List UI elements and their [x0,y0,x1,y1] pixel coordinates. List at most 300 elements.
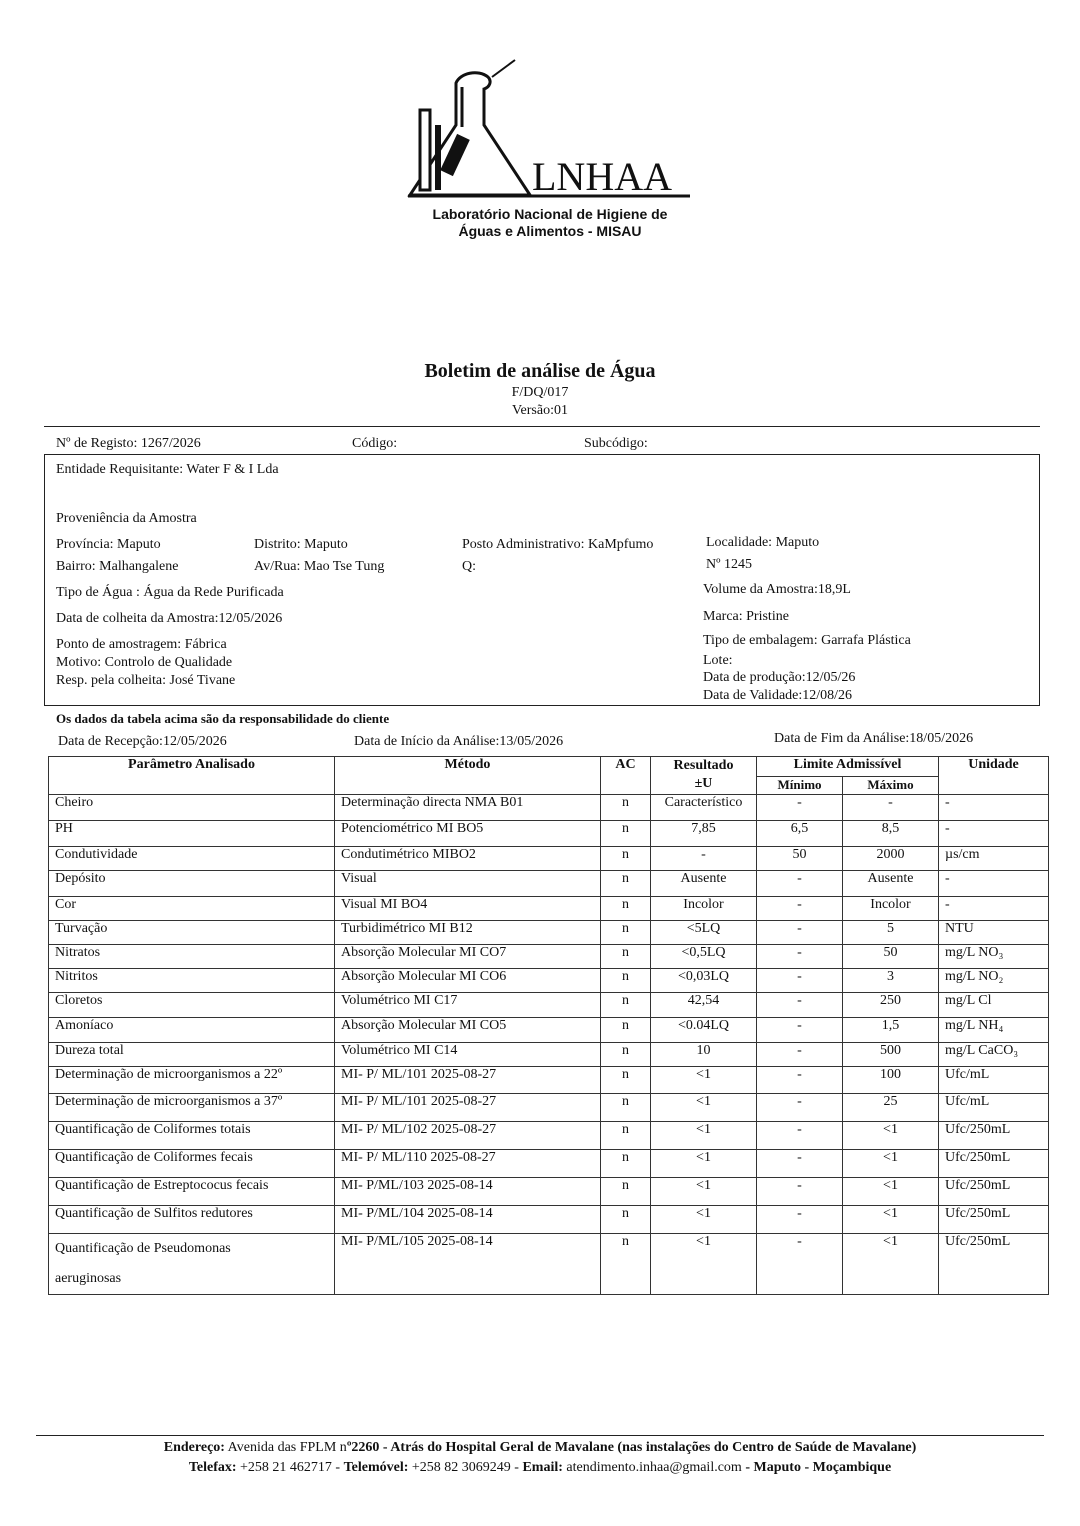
cell-parametro [49,921,335,945]
cell-parametro [49,1234,335,1295]
cell-maximo-text: 100 [880,1067,901,1082]
cell-resultado-text: Característico [664,795,743,810]
cell-minimo-text: - [797,1043,802,1058]
cell-resultado-text: 42,54 [687,993,720,1008]
header-metodo: Método [335,757,601,795]
cell-parametro [49,871,335,897]
cell-parametro [49,945,335,969]
cell-unidade [939,795,1049,821]
cell-unidade [939,821,1049,847]
cell-ac [601,1234,651,1295]
data-fim-analise: Data de Fim da Análise:18/05/2026 [774,731,974,746]
cell-unidade-text: mg/L NO₂ [945,969,1004,984]
cell-metodo-text: MI- P/ ML/101 2025-08-27 [341,1067,497,1082]
cell-minimo-text: 50 [792,847,807,862]
footer-location: - Maputo - Moçambique [741,1460,892,1475]
cell-resultado-text: <0,03LQ [677,969,730,984]
cell-unidade-text: mg/L NO₃ [945,945,1004,960]
cell-resultado-text: <0,5LQ [681,945,726,960]
footer-telefax-label: Telefax: [188,1460,237,1475]
table-row [49,1234,1049,1295]
header-maximo: Máximo [843,777,939,795]
cell-minimo [757,921,843,945]
cell-metodo-text: Turbidimétrico MI B12 [341,921,473,936]
header-limite-admissivel: Limite Admissível [757,757,939,777]
header-resultado-label: Resultado [673,758,734,773]
header-resultado [651,757,757,795]
cell-metodo-text: Condutimétrico MIBO2 [341,847,476,862]
cell-unidade-text: mg/L CaCO₃ [945,1043,1019,1058]
cell-maximo-text: 1,5 [881,1018,900,1033]
cell-metodo [335,821,601,847]
cell-resultado [651,1150,757,1178]
cell-maximo [843,847,939,871]
cell-parametro [49,795,335,821]
lab-name-line1: Laboratório Nacional de Higiene de [432,206,668,222]
cell-minimo [757,969,843,993]
cell-maximo [843,1178,939,1206]
cell-ac [601,945,651,969]
cell-unidade-text: mg/L NH₄ [945,1018,1004,1033]
cell-parametro [49,1150,335,1178]
cell-minimo [757,993,843,1018]
cell-metodo [335,1206,601,1234]
cell-metodo [335,1067,601,1094]
cell-maximo-text: 5 [887,921,894,936]
cell-unidade [939,1043,1049,1067]
footer-contacts [40,1460,1040,1476]
cell-metodo [335,993,601,1018]
cell-ac [601,1150,651,1178]
cell-ac-text: n [622,1150,629,1165]
cell-unidade-text: mg/L Cl [945,993,992,1008]
cell-parametro-text: Amoníaco [55,1018,114,1033]
cell-minimo [757,945,843,969]
cell-unidade [939,993,1049,1018]
cell-unidade [939,1067,1049,1094]
cell-resultado-text: <0.04LQ [677,1018,730,1033]
cell-metodo-text: Absorção Molecular MI CO5 [341,1018,507,1033]
cell-unidade-text: Ufc/250mL [945,1122,1011,1137]
codigo-label: Código: [352,436,398,451]
lote: Lote: [703,653,733,668]
cell-ac [601,1178,651,1206]
cell-parametro [49,993,335,1018]
cell-ac-text: n [622,945,629,960]
cell-ac [601,795,651,821]
cell-metodo-text: Visual [341,871,377,886]
cell-resultado-text: <5LQ [686,921,721,936]
cell-maximo [843,821,939,847]
cell-resultado [651,969,757,993]
table-row [49,1043,1049,1067]
cell-maximo [843,1234,939,1295]
cell-maximo [843,993,939,1018]
cell-maximo [843,1122,939,1150]
cell-metodo [335,1150,601,1178]
cell-minimo [757,847,843,871]
footer-divider [36,1435,1044,1436]
cell-resultado-text: <1 [696,1150,711,1165]
cell-unidade-text: - [945,897,950,912]
cell-resultado [651,1094,757,1122]
cell-parametro-text: Depósito [55,871,106,886]
cell-metodo-text: MI- P/ML/103 2025-08-14 [341,1178,493,1193]
cell-parametro [49,1043,335,1067]
entidade-requisitante: Entidade Requisitante: Water F & I Lda [56,462,279,477]
cell-resultado-text: Ausente [680,871,727,886]
cell-parametro [49,1094,335,1122]
cell-minimo [757,1122,843,1150]
ponto-amostragem: Ponto de amostragem: Fábrica [56,637,227,652]
header-unidade: Unidade [939,757,1049,795]
table-row [49,1122,1049,1150]
cell-maximo [843,945,939,969]
cell-maximo-text: 500 [880,1043,901,1058]
cell-ac [601,847,651,871]
cell-resultado-text: 10 [696,1043,711,1058]
cell-metodo [335,945,601,969]
cell-metodo-text: Absorção Molecular MI CO6 [341,969,507,984]
cell-parametro-text: PH [55,821,73,836]
document-code: F/DQ/017 [511,385,569,400]
results-table [48,756,1049,1295]
cell-parametro [49,1018,335,1043]
cell-ac [601,969,651,993]
cell-ac [601,1122,651,1150]
cell-maximo-text: <1 [883,1206,898,1221]
cell-unidade [939,1178,1049,1206]
cell-metodo [335,921,601,945]
cell-parametro [49,1178,335,1206]
cell-metodo-text: Visual MI BO4 [341,897,428,912]
data-producao: Data de produção:12/05/26 [703,670,856,685]
cell-ac-text: n [622,1234,629,1249]
table-row [49,921,1049,945]
footer-email[interactable]: atendimento.inhaa@gmail.com [562,1460,742,1475]
cell-ac-text: n [622,1094,629,1109]
cell-ac-text: n [622,993,629,1008]
header-parametro: Parâmetro Analisado [49,757,335,795]
cell-unidade-text: - [945,871,950,886]
cell-ac-text: n [622,1067,629,1082]
cell-parametro [49,847,335,871]
cell-resultado [651,1122,757,1150]
document-version: Versão:01 [512,403,568,418]
cell-minimo [757,1067,843,1094]
table-row [49,1178,1049,1206]
cell-ac [601,1094,651,1122]
cell-maximo [843,921,939,945]
client-responsibility-notice: Os dados da tabela acima são da responsabilidade do cliente [56,711,390,726]
cell-ac [601,897,651,921]
cell-maximo-text: <1 [883,1122,898,1137]
cell-parametro-text: Cloretos [55,993,103,1008]
cell-ac-text: n [622,795,629,810]
cell-unidade [939,1094,1049,1122]
cell-parametro-text: Nitritos [55,969,98,984]
cell-metodo-text: Volumétrico MI C17 [341,993,458,1008]
cell-minimo [757,1234,843,1295]
cell-minimo [757,1043,843,1067]
cell-maximo-text: <1 [883,1150,898,1165]
distrito: Distrito: Maputo [254,537,348,552]
cell-metodo [335,1018,601,1043]
footer-address-label: Endereço: [163,1440,225,1455]
cell-minimo-text: - [797,1150,802,1165]
cell-resultado-text: <1 [696,1122,711,1137]
cell-parametro-text: Cheiro [55,795,94,810]
cell-parametro-text: Quantificação de Sulfitos redutores [55,1206,253,1221]
cell-metodo-text: MI- P/ ML/110 2025-08-27 [341,1150,496,1165]
numero: Nº 1245 [706,557,752,572]
cell-metodo [335,969,601,993]
data-inicio-analise: Data de Início da Análise:13/05/2026 [354,734,564,749]
q-label: Q: [462,559,476,574]
cell-minimo-text: - [797,993,802,1008]
cell-metodo-text: Volumétrico MI C14 [341,1043,458,1058]
cell-maximo-text: 50 [883,945,898,960]
table-row [49,1150,1049,1178]
cell-maximo-text: Incolor [870,897,911,912]
document-title: Boletim de análise de Água [424,360,656,382]
data-validade: Data de Validade:12/08/26 [703,688,853,703]
footer-address [40,1440,1040,1456]
cell-minimo-text: - [797,1234,802,1249]
cell-maximo [843,795,939,821]
table-row [49,847,1049,871]
cell-resultado-text: 7,85 [691,821,716,836]
cell-parametro-text: Quantificação de Coliformes fecais [55,1150,253,1165]
cell-unidade-text: - [945,821,950,836]
cell-maximo [843,1206,939,1234]
header-minimo: Mínimo [757,777,843,795]
cell-minimo-text: - [797,969,802,984]
cell-minimo-text: 6,5 [790,821,809,836]
cell-parametro [49,1206,335,1234]
cell-metodo [335,795,601,821]
cell-ac-text: n [622,921,629,936]
table-row [49,945,1049,969]
cell-metodo [335,847,601,871]
table-row [49,871,1049,897]
cell-resultado-text: <1 [696,1178,711,1193]
cell-metodo [335,1043,601,1067]
cell-ac [601,1018,651,1043]
cell-parametro [49,1067,335,1094]
cell-ac-text: n [622,1178,629,1193]
bairro: Bairro: Malhangalene [56,559,179,574]
cell-unidade-text: Ufc/mL [945,1067,990,1082]
table-row [49,993,1049,1018]
cell-maximo-text: - [888,795,893,810]
cell-unidade [939,921,1049,945]
cell-resultado [651,1206,757,1234]
cell-metodo-text: MI- P/ML/105 2025-08-14 [341,1234,493,1249]
cell-ac-text: n [622,969,629,984]
cell-ac [601,1067,651,1094]
table-row [49,795,1049,821]
cell-metodo-text: MI- P/ ML/102 2025-08-27 [341,1122,497,1137]
cell-minimo [757,1150,843,1178]
cell-ac [601,993,651,1018]
cell-maximo-text: 8,5 [881,821,900,836]
cell-unidade-text: Ufc/mL [945,1094,990,1109]
cell-maximo-text: 3 [887,969,894,984]
cell-parametro [49,821,335,847]
lab-name-line2: Águas e Alimentos - MISAU [458,223,642,239]
cell-resultado-text: Incolor [683,897,724,912]
cell-parametro-text: Quantificação de Pseudomonas [55,1241,231,1256]
data-colheita: Data de colheita da Amostra:12/05/2026 [56,611,283,626]
divider-top [44,426,1040,427]
cell-parametro-text: Nitratos [55,945,101,960]
cell-ac-text: n [622,1043,629,1058]
cell-unidade-text: Ufc/250mL [945,1178,1011,1193]
cell-minimo [757,1018,843,1043]
posto-administrativo: Posto Administrativo: KaMpfumo [462,537,654,552]
cell-minimo [757,795,843,821]
volume-amostra: Volume da Amostra:18,9L [703,582,851,597]
cell-resultado-text: <1 [696,1067,711,1082]
provincia: Província: Maputo [56,537,161,552]
cell-ac [601,921,651,945]
cell-unidade [939,969,1049,993]
cell-resultado-text: <1 [696,1234,711,1249]
cell-unidade [939,945,1049,969]
header-ac: AC [601,757,651,795]
cell-resultado [651,897,757,921]
cell-parametro-text: Determinação de microorganismos a 37º [55,1094,283,1109]
cell-minimo-text: - [797,921,802,936]
cell-resultado-text: - [701,847,706,862]
cell-ac [601,821,651,847]
cell-unidade-text: Ufc/250mL [945,1234,1011,1249]
cell-minimo [757,1178,843,1206]
cell-unidade [939,1234,1049,1295]
cell-maximo [843,969,939,993]
cell-parametro-text: Quantificação de Coliformes totais [55,1122,251,1137]
cell-unidade-text: - [945,795,950,810]
cell-ac-text: n [622,871,629,886]
cell-ac [601,1206,651,1234]
cell-minimo-text: - [797,897,802,912]
cell-maximo-text: Ausente [867,871,914,886]
registo-number: Nº de Registo: 1267/2026 [56,436,201,451]
cell-minimo [757,821,843,847]
subcodigo-label: Subcódigo: [584,436,648,451]
cell-ac-text: n [622,1018,629,1033]
cell-maximo [843,897,939,921]
cell-minimo-text: - [797,1178,802,1193]
cell-ac [601,1043,651,1067]
cell-maximo-text: <1 [883,1178,898,1193]
cell-maximo-text: 2000 [876,847,905,862]
cell-maximo-text: <1 [883,1234,898,1249]
cell-unidade [939,1018,1049,1043]
cell-maximo-text: 250 [880,993,901,1008]
cell-maximo [843,1067,939,1094]
cell-resultado [651,1018,757,1043]
cell-maximo [843,1094,939,1122]
footer-telemovel-label: Telemóvel: [343,1460,409,1475]
results-table-body [49,795,1049,1295]
cell-maximo [843,1043,939,1067]
cell-parametro [49,1122,335,1150]
table-row [49,821,1049,847]
cell-unidade [939,897,1049,921]
cell-unidade [939,1122,1049,1150]
cell-resultado [651,921,757,945]
cell-parametro-text: Dureza total [55,1043,124,1058]
cell-resultado [651,1043,757,1067]
cell-metodo-text: Absorção Molecular MI CO7 [341,945,507,960]
marca: Marca: Pristine [703,609,789,624]
cell-minimo-text: - [797,795,802,810]
motivo: Motivo: Controlo de Qualidade [56,655,233,670]
cell-ac-text: n [622,821,629,836]
cell-metodo [335,897,601,921]
cell-maximo [843,871,939,897]
cell-parametro-text-line2: aeruginosas [55,1271,122,1286]
responsavel-colheita: Resp. pela colheita: José Tivane [56,673,236,688]
cell-metodo-text: MI- P/ ML/101 2025-08-27 [341,1094,497,1109]
cell-maximo [843,1018,939,1043]
footer-telefax: +258 21 462717 - [236,1460,344,1475]
data-recepcao: Data de Recepção:12/05/2026 [58,734,227,749]
proveniencia-heading: Proveniência da Amostra [56,511,197,526]
cell-resultado [651,795,757,821]
cell-resultado [651,847,757,871]
cell-parametro-text: Condutividade [55,847,138,862]
cell-unidade [939,871,1049,897]
cell-minimo-text: - [797,1018,802,1033]
cell-unidade-text: NTU [945,921,974,936]
cell-resultado-text: <1 [696,1206,711,1221]
cell-parametro-text: Cor [55,897,76,912]
footer-email-label: Email: [522,1460,563,1475]
cell-minimo [757,897,843,921]
cell-unidade [939,1206,1049,1234]
tipo-agua: Tipo de Água : Água da Rede Purificada [56,585,284,600]
table-row [49,1094,1049,1122]
table-row [49,969,1049,993]
cell-unidade [939,1150,1049,1178]
cell-minimo [757,871,843,897]
cell-ac-text: n [622,1206,629,1221]
cell-metodo [335,1094,601,1122]
cell-parametro [49,897,335,921]
cell-minimo-text: - [797,1067,802,1082]
cell-unidade [939,847,1049,871]
cell-metodo [335,1234,601,1295]
table-row [49,1206,1049,1234]
footer-address-bold: º2260 - Atrás do Hospital Geral de Mavalane (nas instalações do Centro de Saúde de Mavalane) [346,1440,917,1455]
localidade: Localidade: Maputo [706,535,820,550]
table-row [49,897,1049,921]
cell-resultado [651,821,757,847]
cell-unidade-text: Ufc/250mL [945,1206,1011,1221]
cell-ac-text: n [622,847,629,862]
header-resultado-u: ±U [694,776,713,791]
footer-address-plain: Avenida das FPLM n [224,1440,347,1455]
cell-metodo [335,871,601,897]
cell-minimo-text: - [797,1094,802,1109]
cell-ac [601,871,651,897]
cell-maximo [843,1150,939,1178]
cell-minimo [757,1094,843,1122]
cell-resultado [651,945,757,969]
